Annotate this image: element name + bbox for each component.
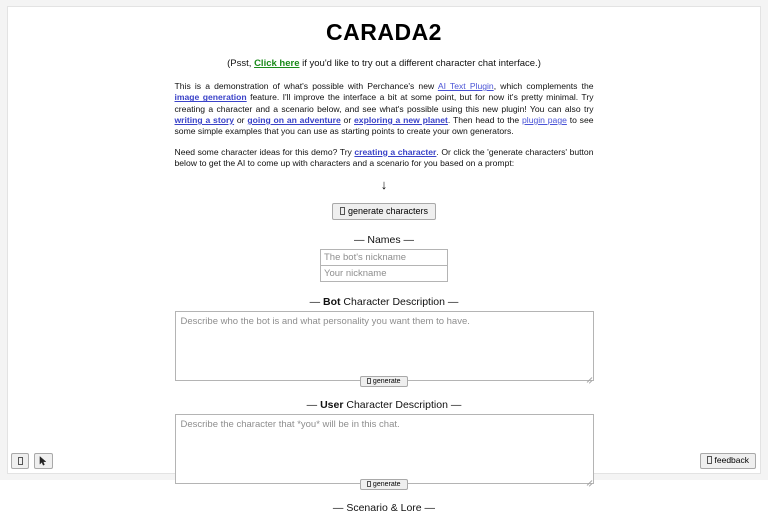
missing-glyph-box-icon [707, 456, 712, 464]
bot-description-block [175, 311, 594, 385]
psst-text-before: (Psst, [227, 58, 255, 69]
bottom-right-controls [700, 450, 757, 469]
corner-unknown-button[interactable] [11, 453, 29, 469]
generate-characters-row [175, 201, 594, 219]
intro-text-5: or [340, 115, 355, 126]
feedback-button[interactable] [700, 453, 757, 469]
generate-characters-label: generate characters [347, 206, 429, 217]
scenario-heading: — Scenario & Lore — [332, 501, 436, 514]
missing-glyph-box-icon [367, 378, 371, 384]
image-generation-link[interactable]: image generation [174, 92, 247, 103]
cursor-mode-button[interactable] [34, 453, 53, 469]
user-generate-button[interactable] [360, 479, 407, 491]
intro-paragraph [175, 81, 594, 138]
bot-description-heading [175, 296, 594, 308]
bot-heading-prefix: — [309, 295, 324, 308]
feedback-label: feedback [714, 455, 749, 466]
page-surface [7, 6, 761, 514]
exploring-a-new-planet-link[interactable]: exploring a new planet [354, 115, 448, 126]
intro-text-1: This is a demonstration of what's possible with Perchance's new [174, 81, 438, 91]
names-heading: — Names — [353, 233, 415, 246]
alternate-interface-notice [175, 58, 594, 69]
cursor-arrow-icon [39, 456, 48, 466]
user-description-textarea[interactable] [175, 414, 594, 484]
intro-text-7: to see some simple examples that you can use as starting points to create your own generators. [174, 115, 594, 137]
generate-characters-button[interactable] [332, 203, 436, 219]
user-description-heading [175, 399, 594, 411]
plugin-page-link[interactable]: plugin page [522, 115, 567, 126]
bot-description-textarea[interactable] [175, 311, 594, 381]
user-nickname-input[interactable] [320, 266, 448, 282]
ideas-text-1: Need some character ideas for this demo? Try [174, 146, 355, 157]
missing-glyph-box-icon [340, 207, 345, 215]
ideas-paragraph [175, 147, 594, 170]
down-arrow-icon: ↓ [380, 177, 388, 193]
names-fields [320, 249, 448, 282]
creating-a-character-link[interactable]: creating a character [354, 146, 437, 157]
page-content [175, 7, 594, 514]
intro-text-6: . Then head to the [447, 115, 523, 126]
intro-text-3: feature. I'll improve the interface a bit at some point, but for now it's pretty minimal. Try creating a character and a scenario below, and see what's possible using this new plugin! You can also try [174, 92, 594, 114]
going-on-an-adventure-link[interactable]: going on an adventure [247, 115, 341, 126]
ai-text-plugin-link[interactable]: AI Text Plugin [437, 81, 494, 91]
missing-glyph-box-icon [18, 457, 23, 465]
bot-generate-button[interactable] [360, 376, 407, 388]
missing-glyph-box-icon [367, 481, 371, 487]
bottom-left-controls [11, 453, 53, 469]
ideas-text-2: . Or click the 'generate characters' button below to get the AI to come up with characters and a scenario for you based on a prompt: [174, 146, 594, 169]
bot-heading-suffix: Character Description — [340, 295, 459, 308]
user-description-block [175, 414, 594, 488]
user-heading-prefix: — [306, 398, 321, 411]
click-here-link[interactable]: Click here [254, 58, 300, 69]
bot-generate-label: generate [372, 377, 401, 385]
user-generate-label: generate [372, 480, 401, 488]
intro-text-2: , which complements the [493, 81, 594, 91]
bot-nickname-input[interactable] [320, 249, 448, 266]
user-heading-suffix: Character Description — [343, 398, 462, 411]
user-heading-bold: User [320, 398, 344, 411]
writing-a-story-link[interactable]: writing a story [174, 115, 235, 126]
bot-heading-bold: Bot [323, 295, 341, 308]
intro-text-4: or [234, 115, 248, 126]
psst-text-after: if you'd like to try out a different character chat interface.) [299, 58, 541, 69]
page-title: CARADA2 [326, 19, 442, 45]
